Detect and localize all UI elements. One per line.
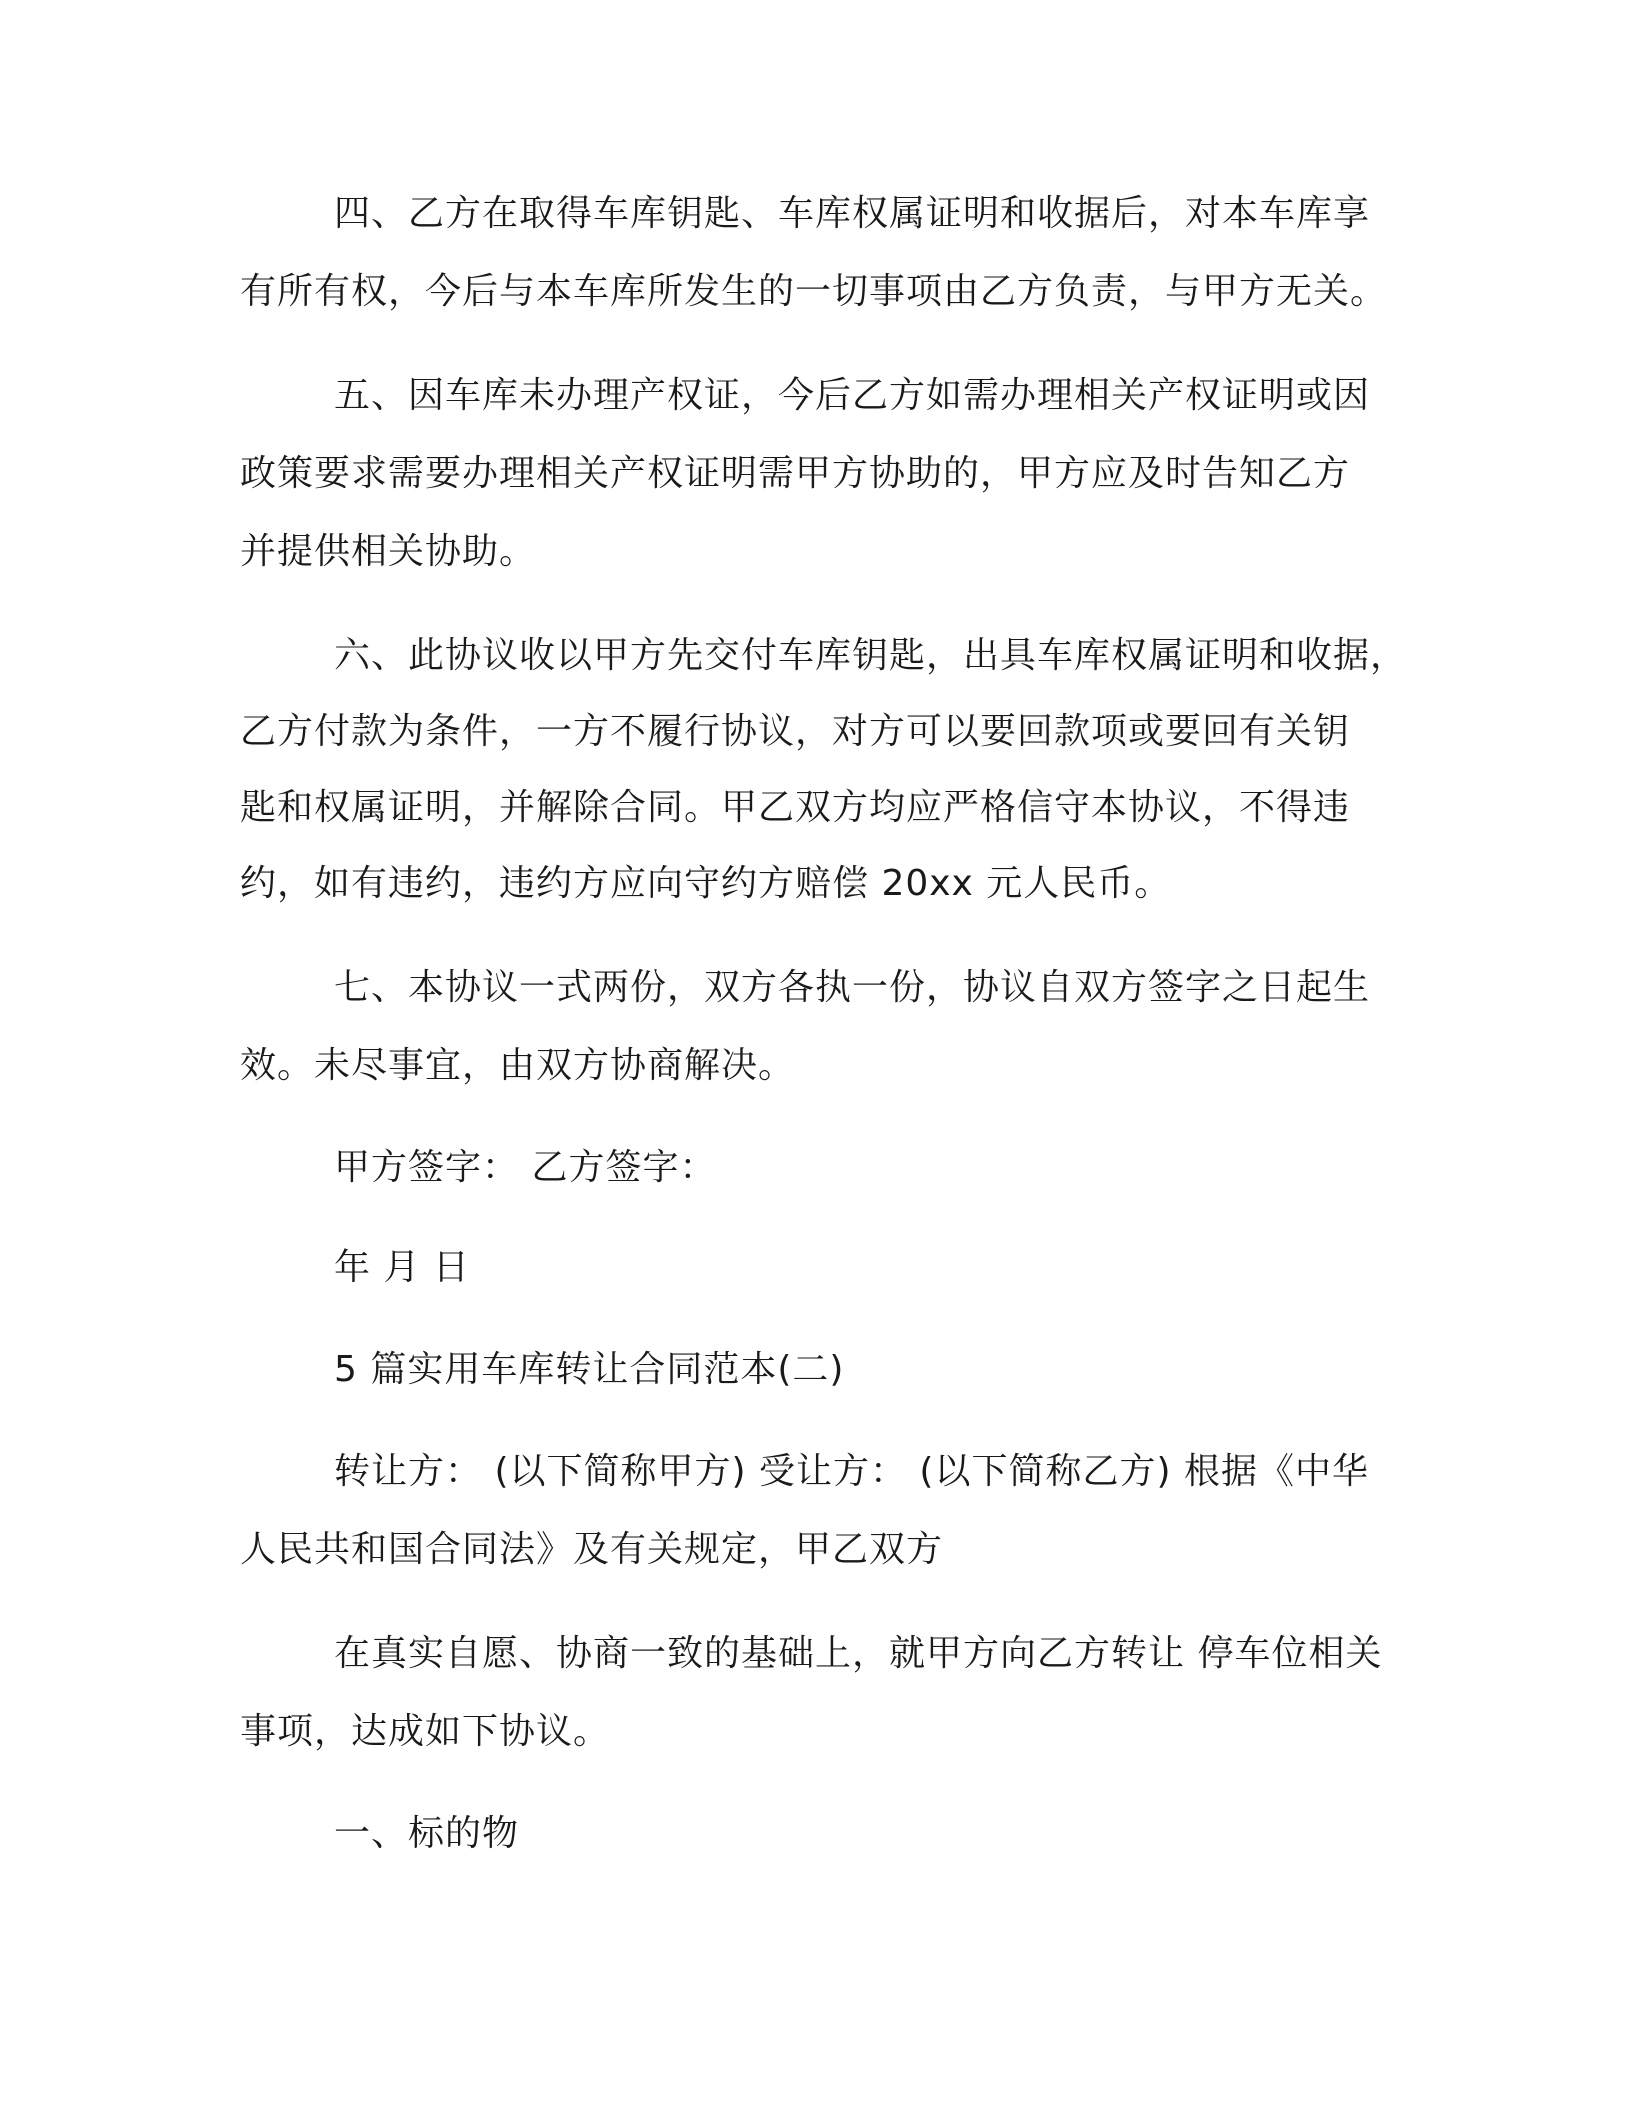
intro-line-1: 在真实自愿、协商一致的基础上，就甲方向乙方转让 停车位相关 [334, 1633, 1383, 1674]
intro-line-2: 事项，达成如下协议。 [240, 1711, 611, 1752]
paragraph-7-line-2: 效。未尽事宜，由双方协商解决。 [240, 1045, 796, 1086]
section-1-heading: 一、标的物 [334, 1813, 520, 1854]
paragraph-4-line-1: 四、乙方在取得车库钥匙、车库权属证明和收据后，对本车库享 [334, 193, 1371, 234]
paragraph-5-line-3: 并提供相关协助。 [240, 531, 537, 572]
parties-line-1: 转让方： (以下简称甲方) 受让方： (以下简称乙方) 根据《中华 [334, 1451, 1369, 1492]
paragraph-6-line-1: 六、此协议收以甲方先交付车库钥匙，出具车库权属证明和收据， [334, 635, 1408, 676]
paragraph-5-line-2: 政策要求需要办理相关产权证明需甲方协助的，甲方应及时告知乙方 [240, 453, 1351, 494]
parties-line-2: 人民共和国合同法》及有关规定，甲乙双方 [240, 1529, 944, 1570]
date-line: 年 月 日 [334, 1247, 470, 1288]
paragraph-5-line-1: 五、因车库未办理产权证，今后乙方如需办理相关产权证明或因 [334, 375, 1371, 416]
paragraph-4-line-2: 有所有权，今后与本车库所发生的一切事项由乙方负责，与甲方无关。 [240, 271, 1388, 312]
paragraph-6-line-3: 匙和权属证明，并解除合同。甲乙双方均应严格信守本协议，不得违 [240, 787, 1351, 828]
paragraph-6-line-4: 约，如有违约，违约方应向守约方赔偿 20xx 元人民币。 [240, 863, 1172, 904]
paragraph-6-line-2: 乙方付款为条件，一方不履行协议，对方可以要回款项或要回有关钥 [240, 711, 1351, 752]
signature-line: 甲方签字： 乙方签字： [334, 1147, 717, 1188]
section-title: 5 篇实用车库转让合同范本(二) [334, 1349, 845, 1390]
paragraph-7-line-1: 七、本协议一式两份，双方各执一份，协议自双方签字之日起生 [334, 967, 1371, 1008]
